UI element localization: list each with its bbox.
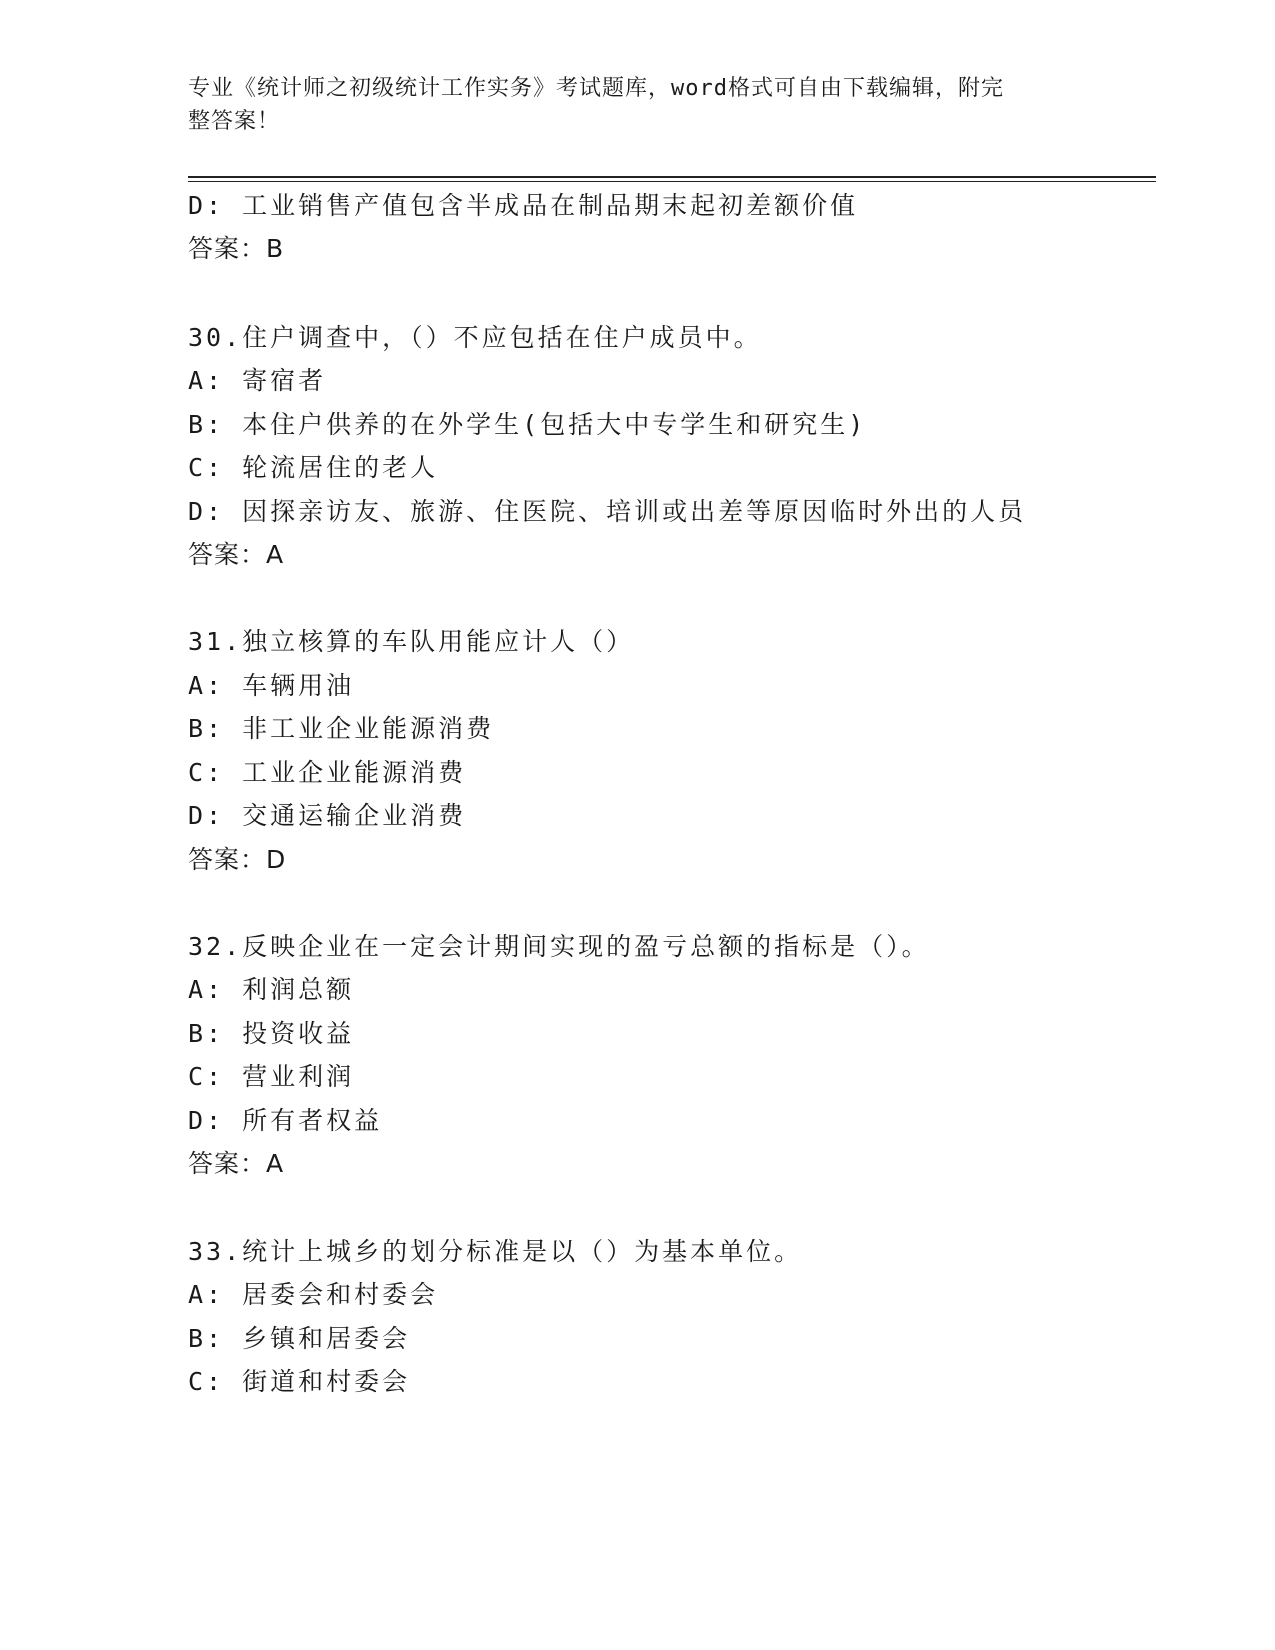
answer-line: 答案：B xyxy=(188,234,285,263)
header-rule-thin xyxy=(188,181,1156,182)
option-c: C: 营业利润 xyxy=(188,1062,355,1091)
option-d: D: 所有者权益 xyxy=(188,1106,383,1135)
option-a: A: 利润总额 xyxy=(188,975,355,1004)
question-30: 30.住户调查中，（）不应包括在住户成员中。 xyxy=(188,323,762,352)
header-rule-thick xyxy=(188,176,1156,178)
answer-line: 答案：D xyxy=(188,845,287,874)
answer-line: 答案：A xyxy=(188,1149,285,1178)
document-header xyxy=(188,72,1068,138)
option-b: B: 本住户供养的在外学生(包括大中专学生和研究生) xyxy=(188,410,867,439)
question-33: 33.统计上城乡的划分标准是以（）为基本单位。 xyxy=(188,1237,803,1266)
header-line-2: 整答案！ xyxy=(188,109,281,134)
option-a: A: 车辆用油 xyxy=(188,671,355,700)
option-b: B: 投资收益 xyxy=(188,1019,355,1048)
option-c: C: 工业企业能源消费 xyxy=(188,758,467,787)
answer-line: 答案：A xyxy=(188,540,285,569)
option-c: C: 轮流居住的老人 xyxy=(188,453,439,482)
option-d: D: 交通运输企业消费 xyxy=(188,801,467,830)
option-d: D: 因探亲访友、旅游、住医院、培训或出差等原因临时外出的人员 xyxy=(188,497,1027,526)
option-d: D: 工业销售产值包含半成品在制品期末起初差额价值 xyxy=(188,191,859,220)
option-a: A: 居委会和村委会 xyxy=(188,1280,439,1309)
question-32: 32.反映企业在一定会计期间实现的盈亏总额的指标是（）。 xyxy=(188,932,930,961)
header-line-1: 专业《统计师之初级统计工作实务》考试题库，word格式可自由下载编辑，附完 xyxy=(188,76,1004,101)
question-31: 31.独立核算的车队用能应计人（） xyxy=(188,627,635,656)
option-c: C: 街道和村委会 xyxy=(188,1367,411,1396)
option-b: B: 乡镇和居委会 xyxy=(188,1324,411,1353)
option-a: A: 寄宿者 xyxy=(188,366,327,395)
option-b: B: 非工业企业能源消费 xyxy=(188,714,495,743)
